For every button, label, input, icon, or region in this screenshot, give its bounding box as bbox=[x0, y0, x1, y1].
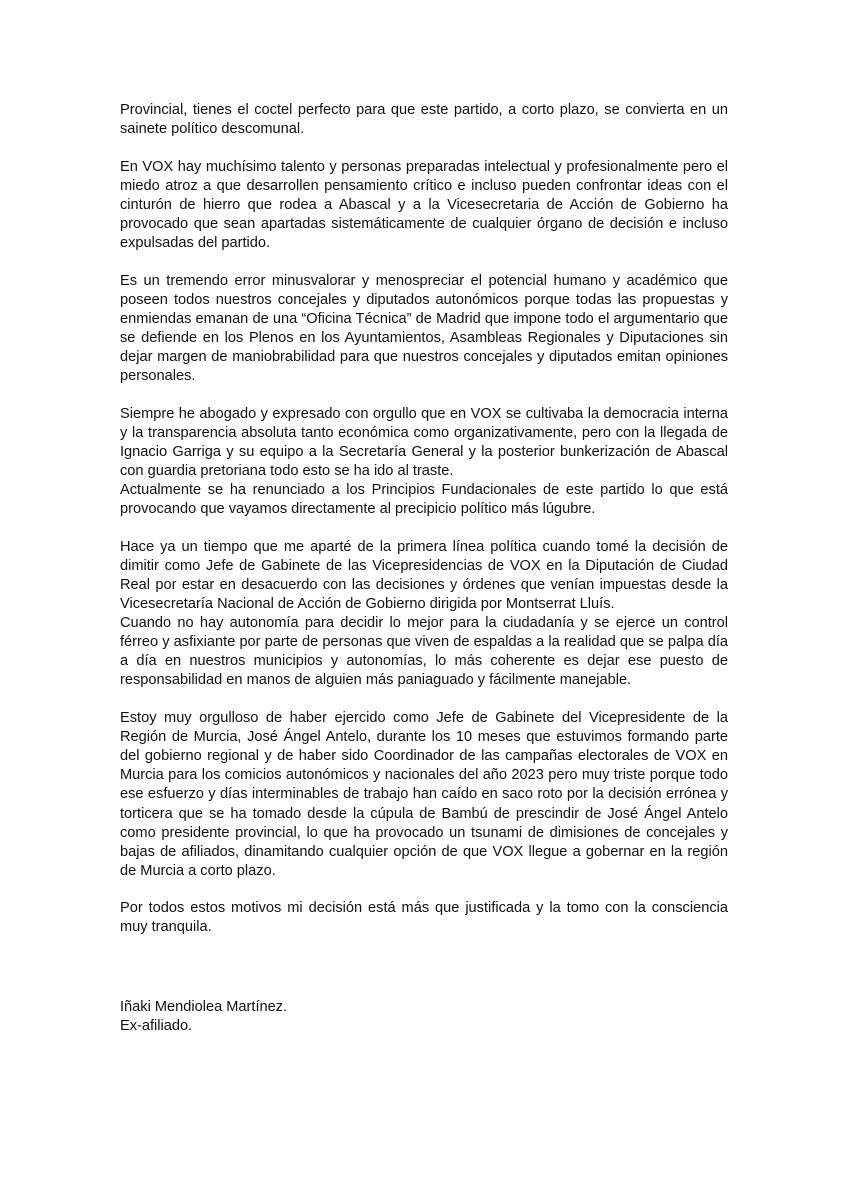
paragraph-murcia: Estoy muy orgulloso de haber ejercido como Jefe de Gabinete del Vicepresidente de la Región de Murcia, José Ángel Antelo, durante los 10 meses que estuvimos formando parte del gobierno regional y de haber sido Coordinador de las campañas electorales de VOX en Murcia para los comicios autonómicos y nacionales del año 2023 pero muy triste porque todo ese esfuerzo y días interminables de trabajo han caído en saco roto por la decisión errónea y torticera que se ha tomado desde la cúpula de Bambú de prescindir de José Ángel Antelo como presidente provincial, lo que ha provocado un tsunami de dimisiones de concejales y bajas de afiliados, dinamitando cualquier opción de que VOX llegue a gobernar en la región de Murcia a corto plazo. bbox=[120, 710, 728, 879]
paragraph-coctel: Provincial, tienes el coctel perfecto para que este partido, a corto plazo, se convierta en un sainete político descomunal. bbox=[120, 102, 728, 138]
paragraph-democracia: Siempre he abogado y expresado con orgullo que en VOX se cultivaba la democracia interna y la transparencia absoluta tanto económica como organizativamente, pero con la llegada de Ignacio Garriga y su equipo a la Secretaría General y la posterior bunkerización de Abascal con guardia pretoriana todo esto se ha ido al traste. bbox=[120, 405, 728, 479]
paragraph-error: Es un tremendo error minusvalorar y menospreciar el potencial humano y académico que poseen todos nuestros concejales y diputados autonómicos porque todas las propuestas y enmiendas emanan de una “Oficina Técnica” de Madrid que impone todo el argumentario que se defiende en los Plenos en los Ayuntamientos, Asambleas Regionales y Diputaciones sin dejar margen de maniobrabilidad para que nuestros concejales y diputados emitan opiniones personales. bbox=[120, 272, 728, 385]
paragraph-dimision: Hace ya un tiempo que me aparté de la primera línea política cuando tomé la decisión de dimitir como Jefe de Gabinete de las Vicepresidencias de VOX en la Diputación de Ciudad Real por estar en desacuerdo con las decisiones y órdenes que venían impuestas desde la Vicesecretaría Nacional de Acción de Gobierno dirigida por Montserrat Lluís. bbox=[120, 538, 728, 613]
letter-body bbox=[120, 101, 728, 956]
paragraph-principios: Actualmente se ha renunciado a los Principios Fundacionales de este partido lo que está provocando que vayamos directamente al precipicio político más lúgubre. bbox=[120, 482, 728, 518]
signature-role: Ex-afiliado. bbox=[120, 1018, 193, 1035]
signature-name: Iñaki Mendiolea Martínez. bbox=[120, 999, 288, 1015]
paragraph-conclusion: Por todos estos motivos mi decisión está más que justificada y la tomo con la consciencia muy tranquila. bbox=[120, 900, 728, 936]
paragraph-autonomia: Cuando no hay autonomía para decidir lo mejor para la ciudadanía y se ejerce un control férreo y asfixiante por parte de personas que viven de espaldas a la realidad que se palpa día a día en nuestros municipios y autonomías, lo más coherente es dejar ese puesto de responsabilidad en manos de alguien más paniaguado y fácilmente manejable. bbox=[120, 615, 728, 689]
signature-block bbox=[120, 998, 287, 1036]
paragraph-talento: En VOX hay muchísimo talento y personas preparadas intelectual y profesionalmente pero el miedo atroz a que desarrollen pensamiento crítico e incluso pueden confrontar ideas con el cinturón de hierro que rodea a Abascal y a la Vicesecretaria de Acción de Gobierno ha provocado que sean apartadas sistemáticamente de cualquier órgano de decisión e incluso expulsadas del partido. bbox=[120, 158, 728, 252]
